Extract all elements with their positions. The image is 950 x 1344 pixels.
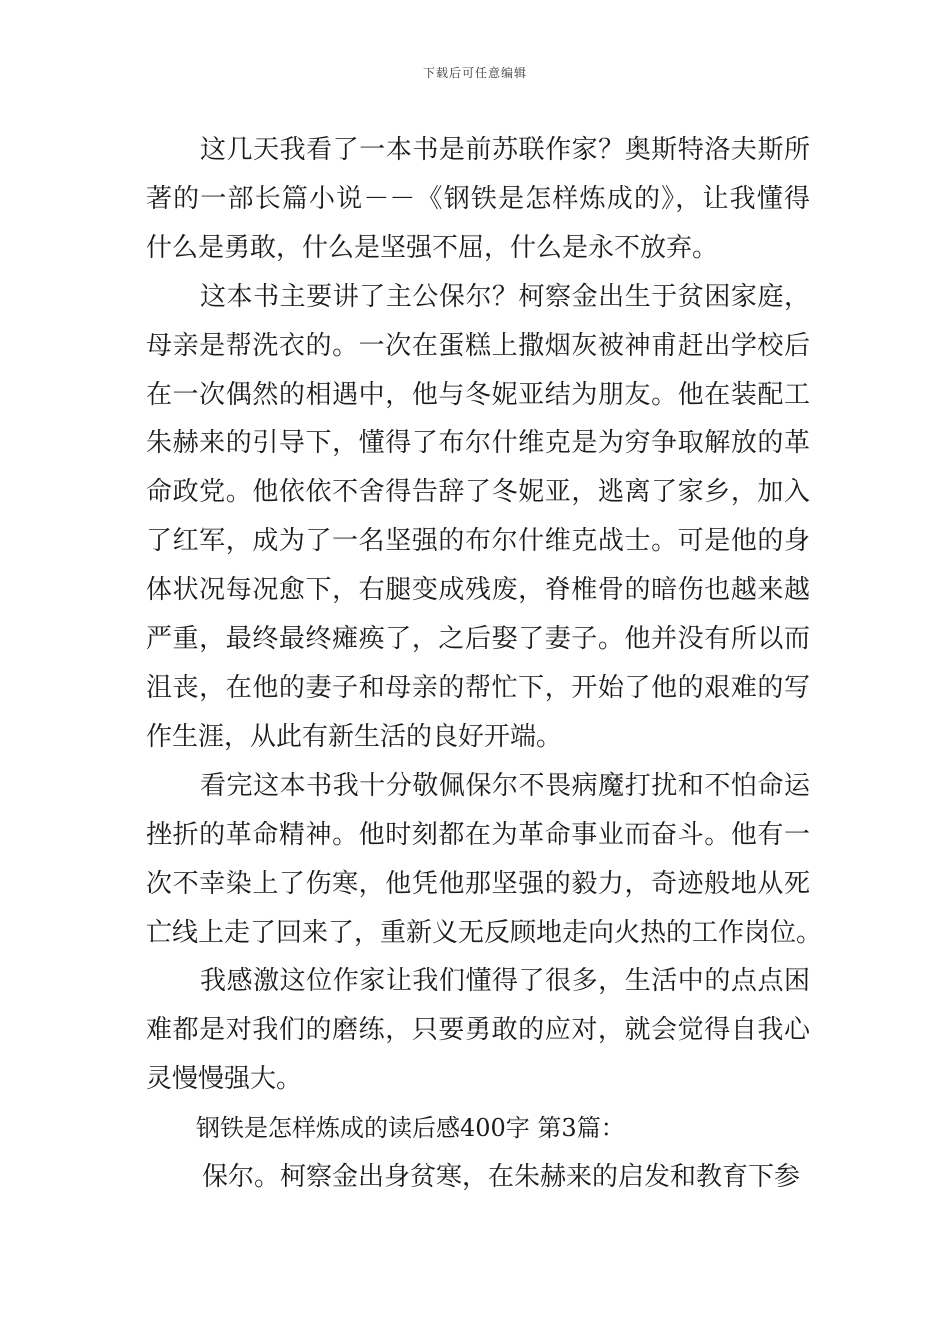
text-line: 次不幸染上了伤寒，他凭他那坚强的毅力，奇迹般地从死 xyxy=(146,868,810,899)
section-heading: 钢铁是怎样炼成的读后感400字 第3篇： xyxy=(196,1114,625,1143)
text-line: 严重，最终最终瘫痪了，之后娶了妻子。他并没有所以而 xyxy=(146,624,810,655)
paragraph-1 xyxy=(146,126,810,273)
text-line: 亡线上走了回来了，重新义无反顾地走向火热的工作岗位。 xyxy=(146,917,823,948)
text-line: 沮丧，在他的妻子和母亲的帮忙下，开始了他的艰难的写 xyxy=(146,672,810,703)
text-line: 这本书主要讲了主公保尔？柯察金出生于贫困家庭， xyxy=(200,281,810,312)
text-line: 看完这本书我十分敬佩保尔不畏病魔打扰和不怕命运 xyxy=(200,770,810,801)
text-line: 难都是对我们的磨练，只要勇敢的应对，就会觉得自我心 xyxy=(146,1015,810,1046)
text-line: 在一次偶然的相遇中，他与冬妮亚结为朋友。他在装配工 xyxy=(146,379,810,410)
text-line: 著的一部长篇小说－－《钢铁是怎样炼成的》，让我懂得 xyxy=(146,183,810,214)
text-line: 朱赫来的引导下，懂得了布尔什维克是为穷争取解放的革 xyxy=(146,428,810,459)
text-line: 这几天我看了一本书是前苏联作家？奥斯特洛夫斯所 xyxy=(200,135,810,165)
text-line: 命政党。他依依不舍得告辞了冬妮亚，逃离了家乡，加入 xyxy=(146,477,810,508)
paragraph-2 xyxy=(146,273,810,762)
paragraph-3 xyxy=(146,762,823,958)
paragraph-5-first-line: 保尔。柯察金出身贫寒，在朱赫来的启发和教育下参 xyxy=(202,1162,801,1193)
text-line: 体状况每况愈下，右腿变成残废，脊椎骨的暗伤也越来越 xyxy=(146,575,810,606)
page-header: 下载后可任意编辑 xyxy=(422,66,527,80)
text-line: 什么是勇敢，什么是坚强不屈，什么是永不放弃。 xyxy=(146,232,719,263)
text-line: 挫折的革命精神。他时刻都在为革命事业而奋斗。他有一 xyxy=(146,819,810,850)
text-line: 作生涯，从此有新生活的良好开端。 xyxy=(146,721,563,752)
text-line: 母亲是帮洗衣的。一次在蛋糕上撒烟灰被神甫赶出学校后 xyxy=(146,330,810,361)
text-line: 我感激这位作家让我们懂得了很多，生活中的点点困 xyxy=(200,966,810,997)
text-line: 灵慢慢强大。 xyxy=(146,1064,303,1095)
document-body xyxy=(146,126,823,1202)
text-line: 了红军，成为了一名坚强的布尔什维克战士。可是他的身 xyxy=(146,526,810,557)
paragraph-4 xyxy=(146,957,810,1104)
